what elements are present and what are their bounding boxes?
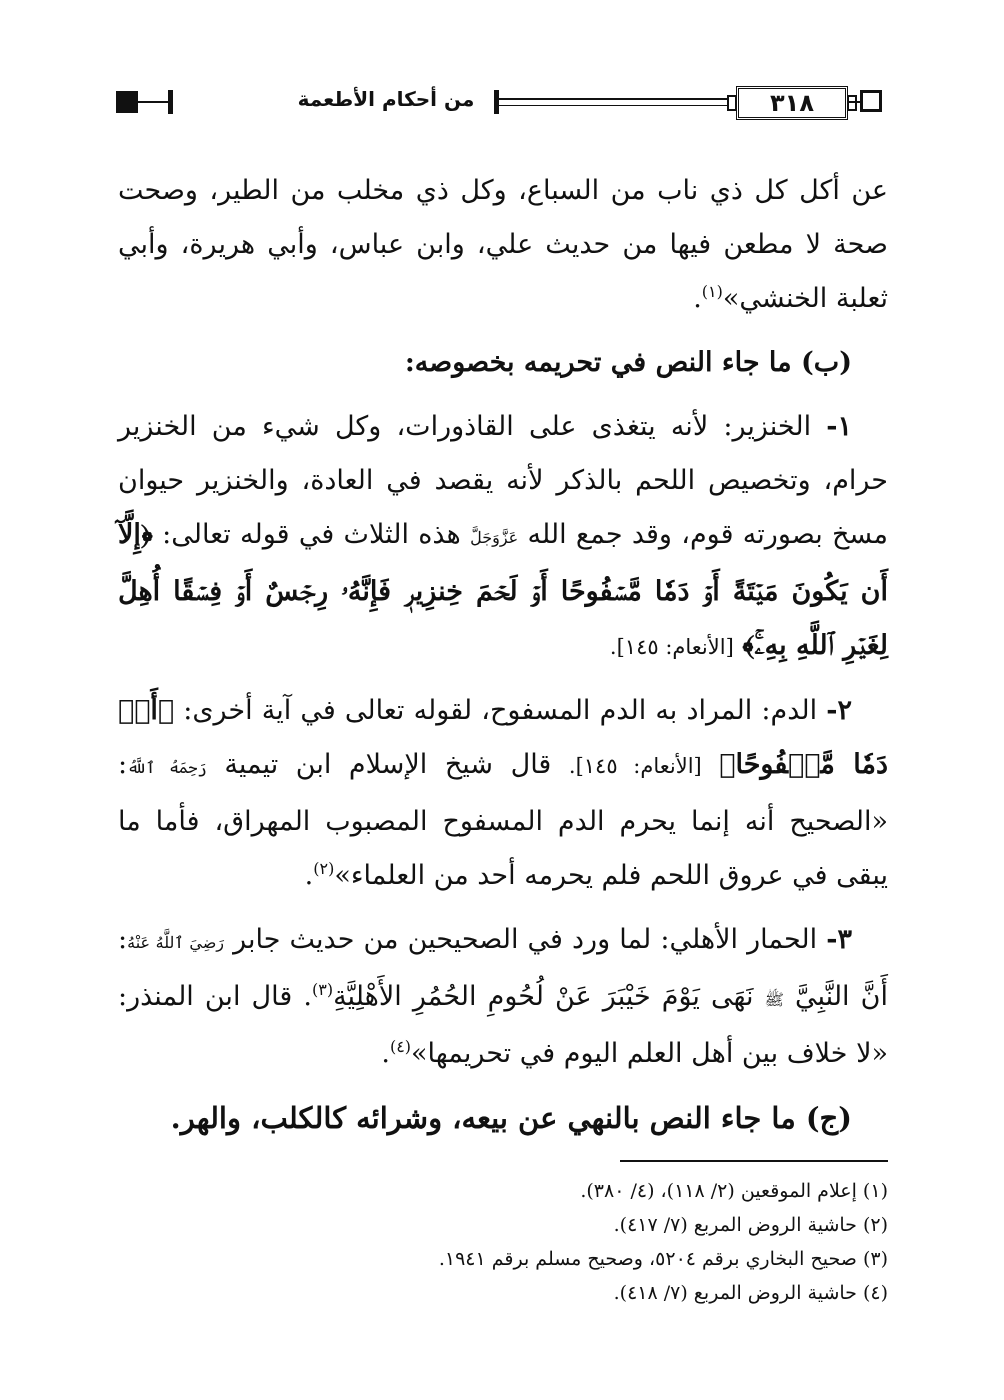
- page-number-frame: [736, 86, 848, 120]
- header-rule-right: [848, 101, 860, 103]
- header-double-rule-top: [499, 98, 727, 100]
- item-text: قال شيخ الإسلام ابن تيمية: [224, 749, 552, 780]
- item-blood: [118, 684, 888, 903]
- honorific: رَحِمَهُ ٱللَّهُ: [127, 758, 207, 777]
- honorific: رَضِيَ ٱللَّهُ عَنْهُ: [127, 933, 225, 952]
- footnotes: [118, 1174, 888, 1310]
- header-black-square-ornament: [116, 91, 138, 113]
- footnote-ref: (٣): [311, 980, 334, 999]
- book-title: من أحكام الأطعمة: [297, 87, 475, 111]
- punct: .: [381, 1038, 390, 1069]
- item-text: هذه الثلاث في قوله تعالى:: [162, 519, 461, 550]
- header-bar-ornament: [168, 90, 173, 114]
- header-double-rule-bottom: [499, 105, 727, 106]
- item-number: ٣-: [826, 924, 852, 955]
- item-text: الدم: المراد به الدم المسفوح، لقوله تعالى في آية أخرى:: [183, 695, 818, 726]
- punct: .: [693, 283, 702, 314]
- section-heading-b: (ب) ما جاء النص في تحريمه بخصوصه:: [404, 347, 852, 378]
- honorific: عَزَّوَجَلَّ: [470, 528, 519, 547]
- hadith-text: نَهَى يَوْمَ خَيْبَرَ عَنْ لُحُومِ الحُمُرِ الأَهْلِيَّةِ: [333, 981, 754, 1012]
- footnote-1: (١) إعلام الموقعين (٢/ ١١٨)، (٤/ ٣٨٠).: [580, 1180, 888, 1202]
- item-text: الخنزير: لأنه يتغذى على القاذورات، وكل شيء من الخنزير حرام، وتخصيص اللحم بالذكر لأنه يقصد في العادة، والخنزير حيوان مسخ بصورته قوم، وقد جمع الله: [118, 411, 888, 550]
- item-number: ١-: [826, 411, 852, 442]
- header-open-square-ornament: [860, 90, 882, 112]
- quran-verse: ﴿أَوۡ دَمٗا مَّسۡفُوحًا﴾: [118, 695, 888, 780]
- quran-verse: ﴿إِلَّآ أَن يَكُونَ مَيۡتَةً أَوۡ دَمٗا مَّسۡفُوحًا أَوۡ لَحۡمَ خِنزِيرٖ فَإِنَّهُۥ رِجۡسٌ أَوۡ فِسۡقًا أُهِلَّ لِغَيۡرِ ٱللَّهِ بِهِۦۚ﴾: [118, 519, 888, 661]
- paragraph-continuation: [118, 164, 888, 326]
- footnote-3: (٣) صحيح البخاري برقم ٥٢٠٤، وصحيح مسلم برقم ١٩٤١.: [438, 1248, 888, 1270]
- header-bar-ornament: [494, 90, 499, 114]
- footnote-2: (٢) حاشية الروض المربع (٧/ ٤١٧).: [613, 1214, 888, 1236]
- footnote-separator: [620, 1160, 888, 1162]
- item-text: . قال ابن المنذر: «لا خلاف بين أهل العلم اليوم في تحريمها»: [118, 981, 888, 1069]
- paragraph-text: عن أكل كل ذي ناب من السباع، وكل ذي مخلب من الطير، وصحت صحة لا مطعن فيها من حديث علي، وابن عباس، وأبي هريرة، وأبي ثعلبة الخنشي»: [118, 175, 888, 314]
- footnote-ref: (٤): [389, 1037, 412, 1056]
- quote: : «الصحيح أنه إنما يحرم الدم المسفوح المصبوب المهراق، فأما ما يبقى في عروق اللحم فلم يحرمه أحد من العلماء»: [118, 749, 888, 891]
- punct: .: [304, 860, 314, 891]
- header-rule: [138, 101, 168, 103]
- item-text: الحمار الأهلي: لما ورد في الصحيحين من حديث جابر: [233, 924, 818, 955]
- item-text: : أَنَّ النَّبِيَّ: [118, 924, 888, 1012]
- verse-reference: [الأنعام: ١٤٥].: [609, 635, 734, 659]
- verse-reference: [الأنعام: ١٤٥].: [568, 754, 702, 778]
- page-number: ٣١٨: [770, 89, 814, 117]
- footnote-ref: (١): [701, 282, 723, 301]
- footnote-4: (٤) حاشية الروض المربع (٧/ ٤١٨).: [613, 1282, 888, 1304]
- section-heading-c: (ج) ما جاء النص بالنهي عن بيعه، وشرائه كالكلب، والهر.: [170, 1101, 852, 1135]
- main-text: [118, 164, 888, 1155]
- footnote-ref: (٢): [313, 859, 335, 878]
- honorific: ﷺ: [764, 990, 784, 1009]
- item-donkey: [118, 913, 888, 1081]
- running-header: [116, 86, 886, 130]
- item-pig: [118, 400, 888, 674]
- item-number: ٢-: [826, 695, 852, 726]
